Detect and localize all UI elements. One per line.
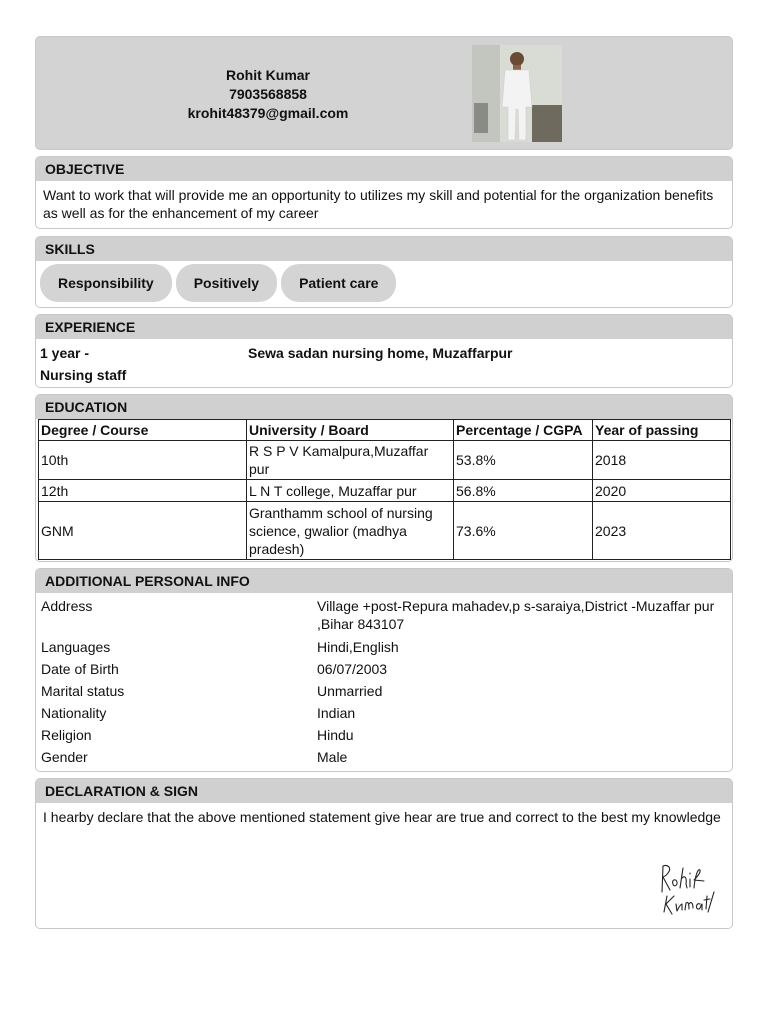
experience-entry xyxy=(36,339,732,387)
info-label: Languages xyxy=(41,639,111,655)
contact-block xyxy=(131,66,405,123)
declaration-section xyxy=(35,778,733,929)
info-label: Marital status xyxy=(41,683,125,699)
table-cell: 53.8% xyxy=(454,441,593,480)
personal-info-list xyxy=(36,593,732,766)
profile-photo xyxy=(472,45,562,142)
declaration-heading: DECLARATION & SIGN xyxy=(36,779,732,803)
table-cell: 73.6% xyxy=(454,502,593,560)
table-cell: R S P V Kamalpura,Muzaffar pur xyxy=(247,441,454,480)
objective-heading: OBJECTIVE xyxy=(36,157,732,181)
table-cell: L N T college, Muzaffar pur xyxy=(247,480,454,502)
skill-chip: Positively xyxy=(176,264,277,302)
education-table xyxy=(38,419,731,560)
info-label: Date of Birth xyxy=(41,661,119,677)
table-cell: 2018 xyxy=(593,441,731,480)
candidate-name: Rohit Kumar xyxy=(226,67,310,83)
info-label: Nationality xyxy=(41,705,107,721)
table-cell: 10th xyxy=(39,441,247,480)
declaration-text: I hearby declare that the above mentioned statement give hear are true and correct to the best my knowledge xyxy=(43,809,721,825)
objective-text: Want to work that will provide me an opportunity to utilizes my skill and potential for the organization benefits as well as for the enhancement of my career xyxy=(43,187,714,221)
personal-info-heading: ADDITIONAL PERSONAL INFO xyxy=(36,569,732,593)
signature xyxy=(654,862,716,922)
info-value: Male xyxy=(317,749,348,765)
table-cell: 2020 xyxy=(593,480,731,502)
table-row xyxy=(39,441,731,480)
info-row xyxy=(36,660,732,678)
info-row xyxy=(36,748,732,766)
table-cell: 12th xyxy=(39,480,247,502)
experience-left xyxy=(40,342,126,386)
info-value: 06/07/2003 xyxy=(317,661,388,677)
info-value: Hindi,English xyxy=(317,639,399,655)
table-row xyxy=(39,480,731,502)
skill-chip: Patient care xyxy=(281,264,396,302)
experience-role: Nursing staff xyxy=(40,367,127,383)
column-header: Degree / Course xyxy=(39,420,247,441)
table-cell: 2023 xyxy=(593,502,731,560)
info-value: Village +post-Repura mahadev,p s-saraiya,District -Muzaffar pur ,Bihar 843107 xyxy=(317,598,715,632)
info-value: Hindu xyxy=(317,727,354,743)
info-value: Unmarried xyxy=(317,683,383,699)
info-row xyxy=(36,638,732,656)
experience-section xyxy=(35,314,733,388)
table-row xyxy=(39,502,731,560)
education-section xyxy=(35,394,733,562)
info-row xyxy=(36,597,732,633)
info-label: Gender xyxy=(41,749,88,765)
experience-organization: Sewa sadan nursing home, Muzaffarpur xyxy=(248,345,513,361)
table-cell: Granthamm school of nursing science, gwalior (madhya pradesh) xyxy=(247,502,454,560)
column-header: University / Board xyxy=(247,420,454,441)
column-header: Percentage / CGPA xyxy=(454,420,593,441)
info-label: Religion xyxy=(41,727,92,743)
personal-info-section xyxy=(35,568,733,772)
candidate-phone: 7903568858 xyxy=(229,86,307,102)
info-value: Indian xyxy=(317,705,356,721)
info-row xyxy=(36,704,732,722)
education-heading: EDUCATION xyxy=(36,395,732,419)
skills-list xyxy=(36,261,732,305)
info-row xyxy=(36,726,732,744)
info-label: Address xyxy=(41,598,93,614)
experience-heading: EXPERIENCE xyxy=(36,315,732,339)
table-cell: GNM xyxy=(39,502,247,560)
table-header-row xyxy=(39,420,731,441)
experience-duration: 1 year - xyxy=(40,345,90,361)
skills-section xyxy=(35,236,733,308)
candidate-email: krohit48379@gmail.com xyxy=(187,105,349,121)
table-cell: 56.8% xyxy=(454,480,593,502)
resume-header xyxy=(35,36,733,150)
skill-chip: Responsibility xyxy=(40,264,172,302)
skills-heading: SKILLS xyxy=(36,237,732,261)
column-header: Year of passing xyxy=(593,420,731,441)
objective-section xyxy=(35,156,733,229)
info-row xyxy=(36,682,732,700)
